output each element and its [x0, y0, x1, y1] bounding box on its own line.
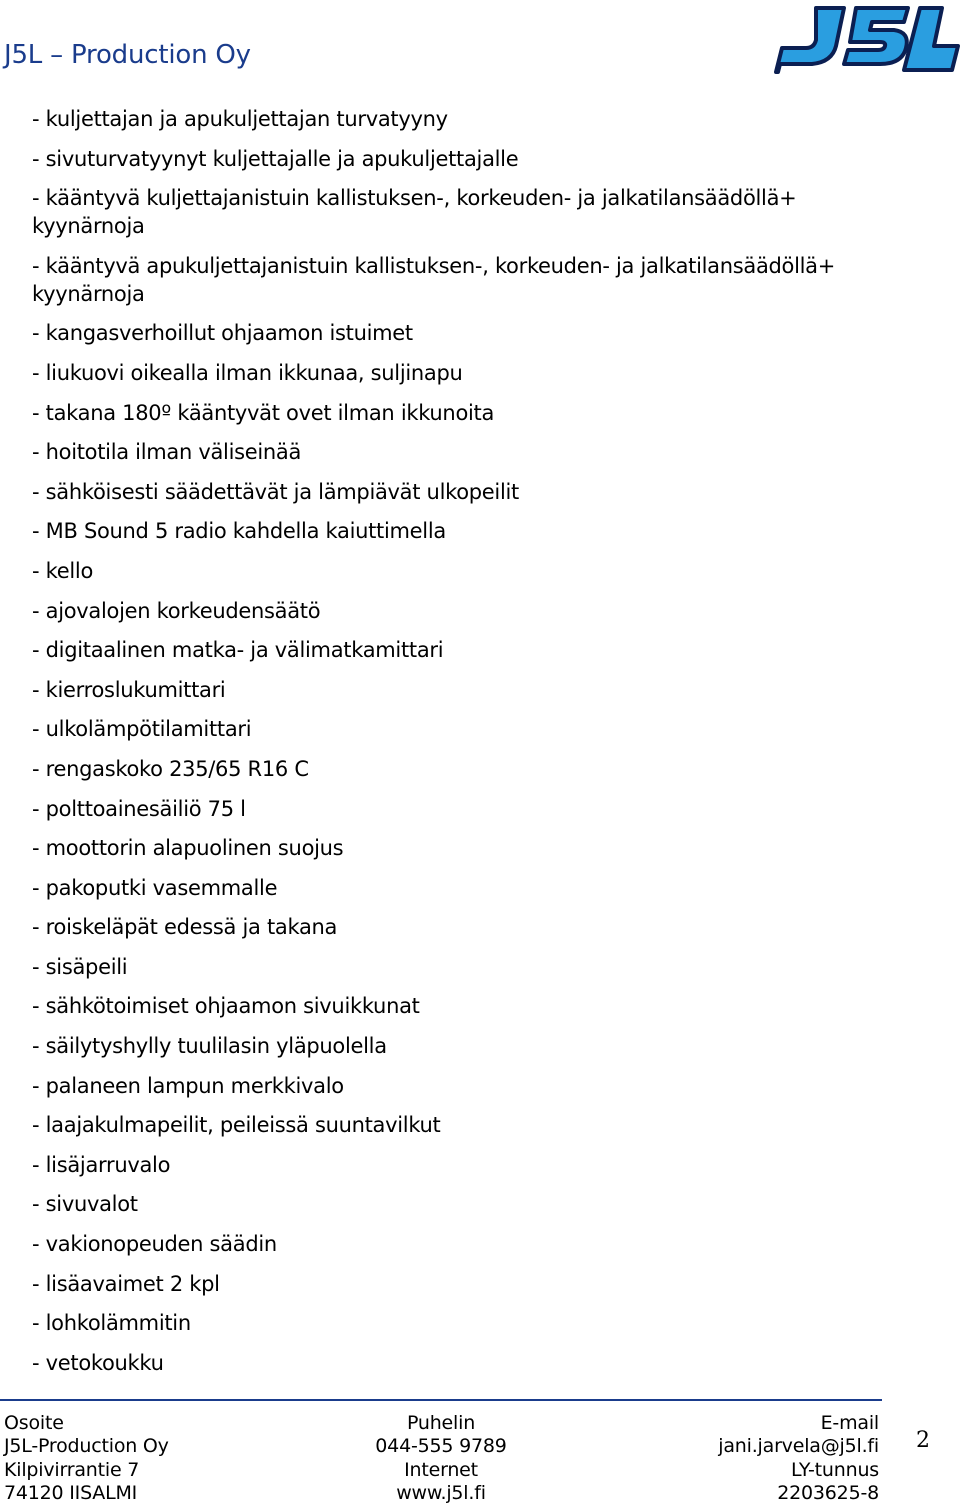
- footer-postal-city: 74120 IISALMI: [4, 1481, 138, 1504]
- list-item: - sähkötoimiset ohjaamon sivuikkunat: [32, 994, 420, 1019]
- list-item: - säilytyshylly tuulilasin yläpuolella: [32, 1034, 387, 1059]
- list-item: - kello: [32, 558, 94, 583]
- list-item: - sivuturvatyynyt kuljettajalle ja apukuljettajalle: [32, 146, 519, 171]
- list-item: - kierroslukumittari: [32, 677, 226, 702]
- footer-business-id: 2203625-8: [777, 1481, 879, 1504]
- list-item: - digitaalinen matka- ja välimatkamittari: [32, 638, 444, 663]
- list-item: - kangasverhoillut ohjaamon istuimet: [32, 321, 413, 346]
- footer-phone-heading: Puhelin: [406, 1412, 476, 1434]
- footer-address: [4, 1412, 169, 1505]
- footer-email-block: [718, 1412, 879, 1505]
- list-item: - liukuovi oikealla ilman ikkunaa, suljinapu: [32, 360, 463, 385]
- footer-website: www.j5l.fi: [396, 1481, 486, 1504]
- logo-letter-5: [844, 8, 908, 64]
- list-item: - rengaskoko 235/65 R16 C: [32, 756, 309, 781]
- footer-internet-heading: Internet: [404, 1458, 478, 1481]
- list-item: - MB Sound 5 radio kahdella kaiuttimella: [32, 519, 446, 544]
- list-item: - moottorin alapuolinen suojus: [32, 836, 344, 861]
- company-logo: [772, 2, 960, 74]
- list-item: - lisäavaimet 2 kpl: [32, 1271, 220, 1296]
- list-item: - vakionopeuden säädin: [32, 1232, 277, 1257]
- list-item: - roiskeläpät edessä ja takana: [32, 915, 338, 940]
- footer-address-heading: Osoite: [4, 1412, 64, 1434]
- list-item: - sähköisesti säädettävät ja lämpiävät ulkopeilit: [32, 479, 519, 504]
- company-name: J5L – Production Oy: [4, 40, 251, 70]
- page-number: 2: [916, 1428, 930, 1453]
- logo-letter-j: [776, 8, 844, 72]
- list-item: - ajovalojen korkeudensäätö: [32, 598, 321, 623]
- list-item: - sivuvalot: [32, 1192, 138, 1217]
- list-item: - sisäpeili: [32, 954, 128, 979]
- logo-letter-l: [904, 8, 958, 70]
- footer-contact: [330, 1412, 552, 1505]
- logo-letters: [776, 8, 958, 72]
- list-item: - palaneen lampun merkkivalo: [32, 1073, 344, 1098]
- footer-divider: [0, 1399, 882, 1401]
- list-item: - polttoainesäiliö 75 l: [32, 796, 246, 821]
- list-item: - ulkolämpötilamittari: [32, 717, 252, 742]
- equipment-list: [32, 105, 932, 1388]
- list-item: - lisäjarruvalo: [32, 1152, 171, 1177]
- footer-email: jani.jarvela@j5l.fi: [718, 1435, 879, 1458]
- list-item: - vetokoukku: [32, 1350, 164, 1375]
- footer-street: Kilpivirrantie 7: [4, 1458, 140, 1481]
- list-item: - hoitotila ilman väliseinää: [32, 440, 302, 465]
- list-item: - kääntyvä kuljettajanistuin kallistuksen-, korkeuden- ja jalkatilansäädöllä+ kyynärnoja: [32, 186, 797, 239]
- list-item: - kuljettajan ja apukuljettajan turvatyyny: [32, 107, 448, 131]
- footer-phone: 044-555 9789: [375, 1435, 507, 1458]
- footer-email-heading: E-mail: [820, 1412, 879, 1434]
- list-item: - pakoputki vasemmalle: [32, 875, 278, 900]
- list-item: - takana 180º kääntyvät ovet ilman ikkunoita: [32, 400, 495, 425]
- footer-business-id-heading: LY-tunnus: [791, 1458, 879, 1481]
- list-item: - laajakulmapeilit, peileissä suuntavilkut: [32, 1113, 441, 1138]
- list-item: - kääntyvä apukuljettajanistuin kallistuksen-, korkeuden- ja jalkatilansäädöllä+ kyynärnoja: [32, 253, 836, 306]
- footer-company: J5L-Production Oy: [4, 1435, 169, 1458]
- list-item: - lohkolämmitin: [32, 1311, 191, 1336]
